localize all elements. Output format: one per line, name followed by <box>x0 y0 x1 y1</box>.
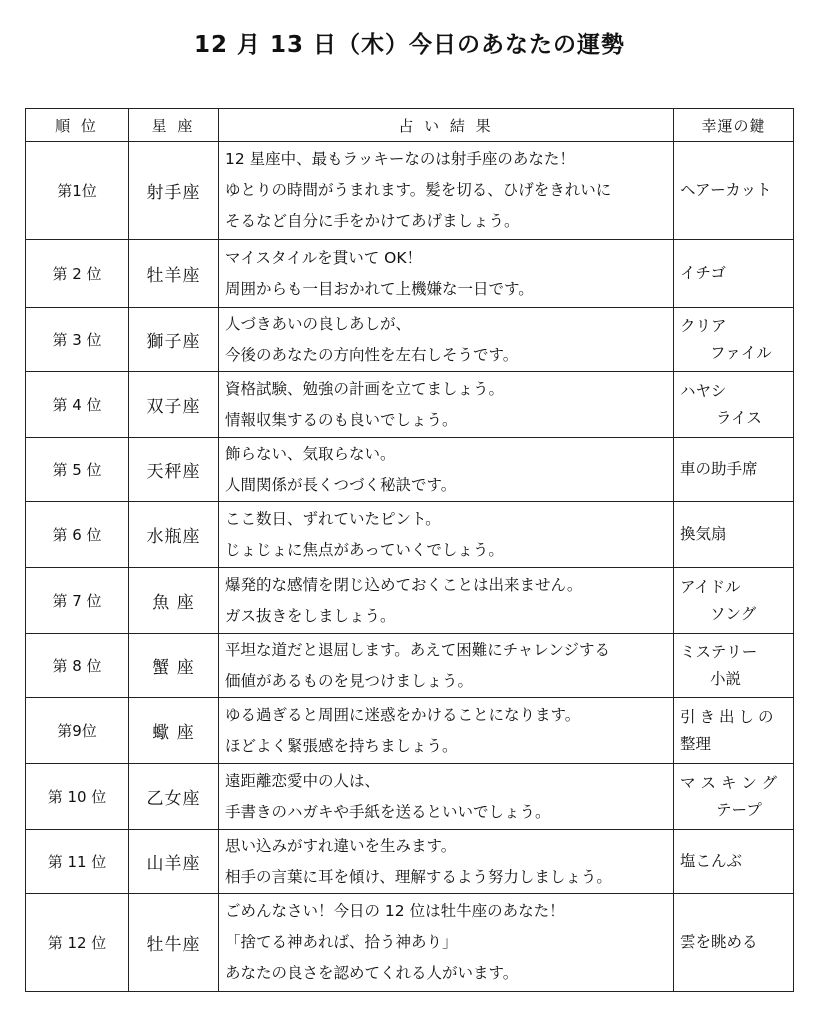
lucky-key-line: ライス <box>716 408 762 427</box>
header-key: 幸運の鍵 <box>674 109 794 142</box>
lucky-key-line: アイドル <box>680 577 741 596</box>
zodiac-sign-cell: 乙女座 <box>129 764 219 830</box>
rank-cell: 第 6 位 <box>26 502 129 568</box>
fortune-result-line: 思い込みがすれ違いを生みます。 <box>225 836 457 855</box>
lucky-key-cell <box>674 894 794 992</box>
lucky-key-line: ファイル <box>710 343 772 362</box>
fortune-result-line: ゆる過ぎると周囲に迷惑をかけることになります。 <box>225 705 581 724</box>
lucky-key-line: 車の助手席 <box>680 460 758 478</box>
table-row <box>26 142 794 240</box>
fortune-result-line: 爆発的な感情を閉じ込めておくことは出来ません。 <box>225 575 583 594</box>
lucky-key-cell <box>674 502 794 568</box>
fortune-result-line: じょじょに焦点があっていくでしょう。 <box>225 540 504 559</box>
table-row <box>26 894 794 992</box>
table-header-row <box>26 109 794 142</box>
rank-cell: 第 2 位 <box>26 240 129 308</box>
fortune-result-line: ゆとりの時間がうまれます。髪を切る、ひげをきれいに <box>225 181 612 199</box>
table-row <box>26 502 794 568</box>
fortune-result-line: ほどよく緊張感を持ちましょう。 <box>225 736 458 755</box>
header-rank: 順 位 <box>26 109 129 142</box>
fortune-result-line: 資格試験、勉強の計画を立てましょう。 <box>225 379 505 398</box>
fortune-result-cell <box>219 502 674 568</box>
table-row <box>26 372 794 438</box>
header-result: 占 い 結 果 <box>219 109 674 142</box>
fortune-result-line: そるなど自分に手をかけてあげましょう。 <box>225 212 520 230</box>
zodiac-sign-cell: 双子座 <box>129 372 219 438</box>
fortune-result-line: ここ数日、ずれていたピント。 <box>225 509 441 528</box>
zodiac-sign-cell: 水瓶座 <box>129 502 219 568</box>
lucky-key-cell <box>674 830 794 894</box>
fortune-result-line: 飾らない、気取らない。 <box>225 444 396 463</box>
lucky-key-line: ソング <box>710 604 757 623</box>
table-row <box>26 634 794 698</box>
table-row <box>26 438 794 502</box>
fortune-result-line: 今後のあなたの方向性を左右しそうです。 <box>225 345 519 364</box>
zodiac-sign-cell: 牡牛座 <box>129 894 219 992</box>
fortune-result-line: あなたの良さを認めてくれる人がいます。 <box>225 964 519 982</box>
lucky-key-cell <box>674 372 794 438</box>
page-title: 12 月 13 日（木）今日のあなたの運勢 <box>193 32 626 58</box>
lucky-key-line: 引き出しの <box>680 707 778 726</box>
fortune-table <box>25 108 794 992</box>
lucky-key-line: ハヤシ <box>680 381 727 400</box>
table-row <box>26 308 794 372</box>
fortune-result-cell <box>219 894 674 992</box>
lucky-key-line: 塩こんぶ <box>680 852 743 870</box>
fortune-result-cell <box>219 372 674 438</box>
fortune-result-line: 周囲からも一目おかれて上機嫌な一日です。 <box>225 279 534 298</box>
rank-cell: 第 11 位 <box>26 830 129 894</box>
rank-cell: 第1位 <box>26 142 129 240</box>
rank-cell: 第 3 位 <box>26 308 129 372</box>
fortune-result-line: ごめんなさい！今日の 12 位は牡牛座のあなた！ <box>225 902 565 920</box>
lucky-key-line: テープ <box>716 800 762 819</box>
fortune-result-line: 人づきあいの良しあしが、 <box>225 314 412 333</box>
rank-cell: 第 8 位 <box>26 634 129 698</box>
fortune-result-cell <box>219 240 674 308</box>
fortune-result-line: 「捨てる神あれば、拾う神あり」 <box>225 933 458 951</box>
fortune-result-line: 遠距離恋愛中の人は、 <box>225 771 381 790</box>
fortune-result-line: マイスタイルを貫いて OK！ <box>225 248 423 267</box>
lucky-key-line: 整理 <box>680 734 712 753</box>
fortune-result-cell <box>219 308 674 372</box>
fortune-result-cell <box>219 698 674 764</box>
fortune-result-line: 人間関係が長くつづく秘訣です。 <box>225 475 457 494</box>
fortune-result-cell <box>219 830 674 894</box>
fortune-result-line: 手書きのハガキや手紙を送るといいでしょう。 <box>225 802 551 821</box>
table-row <box>26 764 794 830</box>
rank-cell: 第 10 位 <box>26 764 129 830</box>
fortune-result-line: 12 星座中、最もラッキーなのは射手座のあなた！ <box>225 150 575 168</box>
rank-cell: 第9位 <box>26 698 129 764</box>
table-row <box>26 830 794 894</box>
lucky-key-line: クリア <box>680 316 727 335</box>
fortune-result-cell <box>219 568 674 634</box>
fortune-result-cell <box>219 438 674 502</box>
lucky-key-line: 換気扇 <box>680 525 727 543</box>
lucky-key-cell <box>674 568 794 634</box>
zodiac-sign-cell: 射手座 <box>129 142 219 240</box>
lucky-key-cell <box>674 308 794 372</box>
lucky-key-line: 小説 <box>710 669 742 688</box>
fortune-result-line: 価値があるものを見つけましょう。 <box>225 671 474 690</box>
zodiac-sign-cell: 山羊座 <box>129 830 219 894</box>
zodiac-sign-cell: 獅子座 <box>129 308 219 372</box>
lucky-key-line: ヘアーカット <box>680 181 772 199</box>
header-sign: 星 座 <box>129 109 219 142</box>
lucky-key-cell <box>674 240 794 308</box>
rank-cell: 第 4 位 <box>26 372 129 438</box>
fortune-result-cell <box>219 764 674 830</box>
lucky-key-cell <box>674 764 794 830</box>
fortune-result-cell <box>219 142 674 240</box>
fortune-result-line: 情報収集するのも良いでしょう。 <box>225 410 458 429</box>
fortune-result-line: 相手の言葉に耳を傾け、理解するよう努力しましょう。 <box>225 867 612 886</box>
lucky-key-line: イチゴ <box>680 264 726 282</box>
rank-cell: 第 12 位 <box>26 894 129 992</box>
zodiac-sign-cell: 蠍 座 <box>129 698 219 764</box>
zodiac-sign-cell: 蟹 座 <box>129 634 219 698</box>
lucky-key-line: マスキング <box>680 773 783 792</box>
fortune-result-line: 平坦な道だと退屈します。あえて困難にチャレンジする <box>225 640 611 659</box>
fortune-result-cell <box>219 634 674 698</box>
fortune-result-line: ガス抜きをしましょう。 <box>225 606 396 625</box>
table-row <box>26 568 794 634</box>
lucky-key-cell <box>674 634 794 698</box>
zodiac-sign-cell: 天秤座 <box>129 438 219 502</box>
lucky-key-cell <box>674 142 794 240</box>
table-row <box>26 698 794 764</box>
lucky-key-line: 雲を眺める <box>680 933 758 951</box>
lucky-key-cell <box>674 438 794 502</box>
lucky-key-cell <box>674 698 794 764</box>
rank-cell: 第 7 位 <box>26 568 129 634</box>
table-row <box>26 240 794 308</box>
zodiac-sign-cell: 牡羊座 <box>129 240 219 308</box>
lucky-key-line: ミステリー <box>680 642 758 661</box>
rank-cell: 第 5 位 <box>26 438 129 502</box>
zodiac-sign-cell: 魚 座 <box>129 568 219 634</box>
